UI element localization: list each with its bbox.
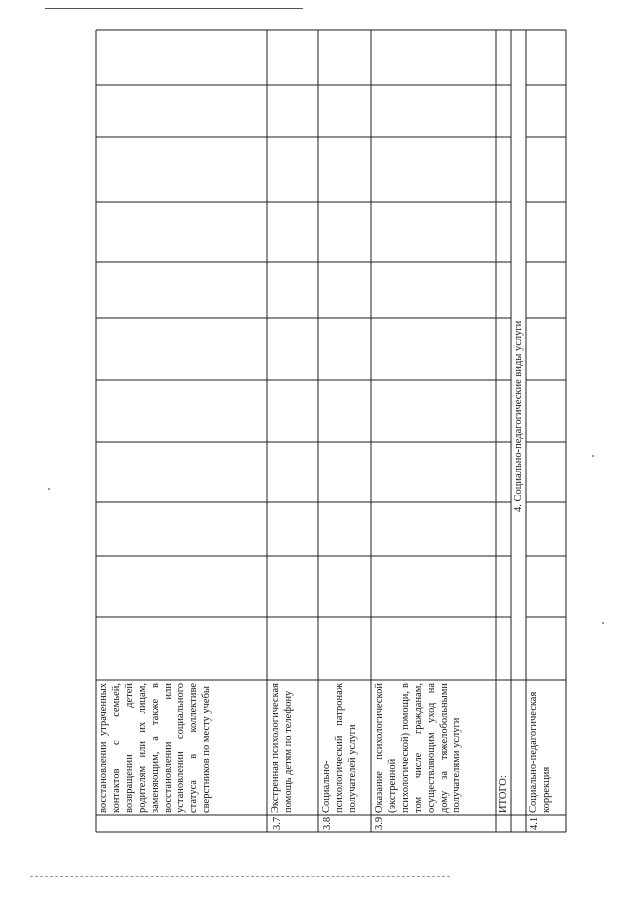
- row-3-9-number: 3.9: [374, 816, 385, 830]
- row-3-9-name: Оказание психологической (экстренной психологической) помощи, в том числе гражданам, осуществляющим уход на дому за тяжелобольными получателями услуги: [374, 683, 463, 813]
- scan-bottom-edge: [30, 876, 450, 877]
- row-3-8-number: 3.8: [322, 816, 333, 830]
- row-3-7-name: Экстренная психологическая помощь детям по телефону: [270, 683, 294, 813]
- row-4-1-number: 4.1: [529, 816, 540, 830]
- scan-speck: [592, 455, 594, 457]
- scan-speck: [48, 488, 50, 490]
- total-label: ИТОГО:: [498, 775, 509, 813]
- row-4-1-name: Социально-педагогическая коррекция: [528, 691, 552, 813]
- row-continuation-name: восстановлении утраченных контактов с семьей, возвращении детей родителям или их лицам, заменяющим, а также в восстановлении или установлении социального статуса в коллективе сверстников по месту учебы: [98, 683, 213, 813]
- scan-speck: [602, 622, 604, 624]
- section-4-title: 4. Социально-педагогические виды услуги: [513, 320, 524, 512]
- row-3-7-number: 3.7: [272, 816, 283, 830]
- row-3-8-name: Социально-психологический патронаж получателей услуги: [321, 683, 358, 813]
